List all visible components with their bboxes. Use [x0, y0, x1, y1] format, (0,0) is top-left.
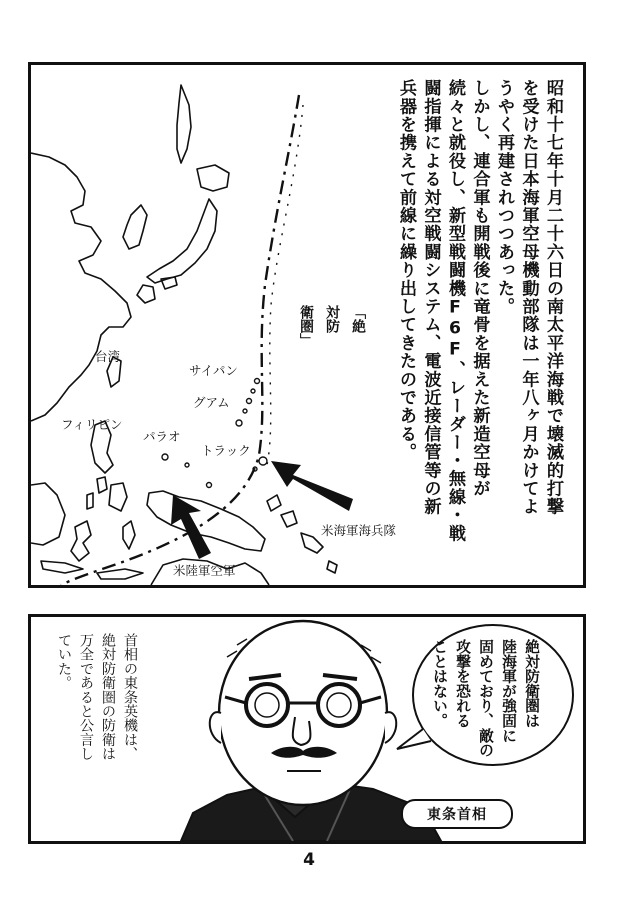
name-tag: 東条首相 [401, 799, 513, 829]
label-saipan: サイパン [189, 363, 238, 378]
label-taiwan: 台湾 [95, 349, 121, 364]
label-guam: グアム [193, 395, 230, 410]
narration-text: 昭和十七年十月二十六日の南太平洋海戦で壊滅的打撃 を受けた日本海軍空母機動部隊は一年八ヶ月かけてよ うやく再建されつつあった。 しかし、連合軍も開戦後に竜骨を据えた新造空母が 続々と就役し、新型戦闘機F6F、レーダー・無線・戦 闘指揮による対空戦闘システム、電波近接信管等の新 兵器を携えて前線に繰り出してきたのである。 [396, 79, 563, 543]
defense-zone-callout: 「絶 対防 衛圏」 [298, 305, 366, 347]
label-truk: トラック [201, 443, 251, 458]
tojo-speech: 絶対防衛圏は 陸海軍が強固に 固めており、敵の 攻撃を恐れる ことはない。 [431, 639, 540, 758]
label-palau: パラオ [143, 429, 181, 444]
tojo-panel [28, 614, 586, 844]
map-panel [28, 62, 586, 588]
label-us-army-air: 米陸軍空軍 [173, 563, 236, 578]
label-philippines: フィリピン [61, 417, 123, 432]
tojo-narration: 首相の東条英機は、 絶対防衛圏の防衛は 万全であると公言し ていた。 [56, 633, 138, 761]
page-number: 4 [303, 850, 315, 870]
label-us-navy-marines: 米海軍海兵隊 [321, 523, 397, 538]
us-navy-arrow [271, 461, 353, 511]
